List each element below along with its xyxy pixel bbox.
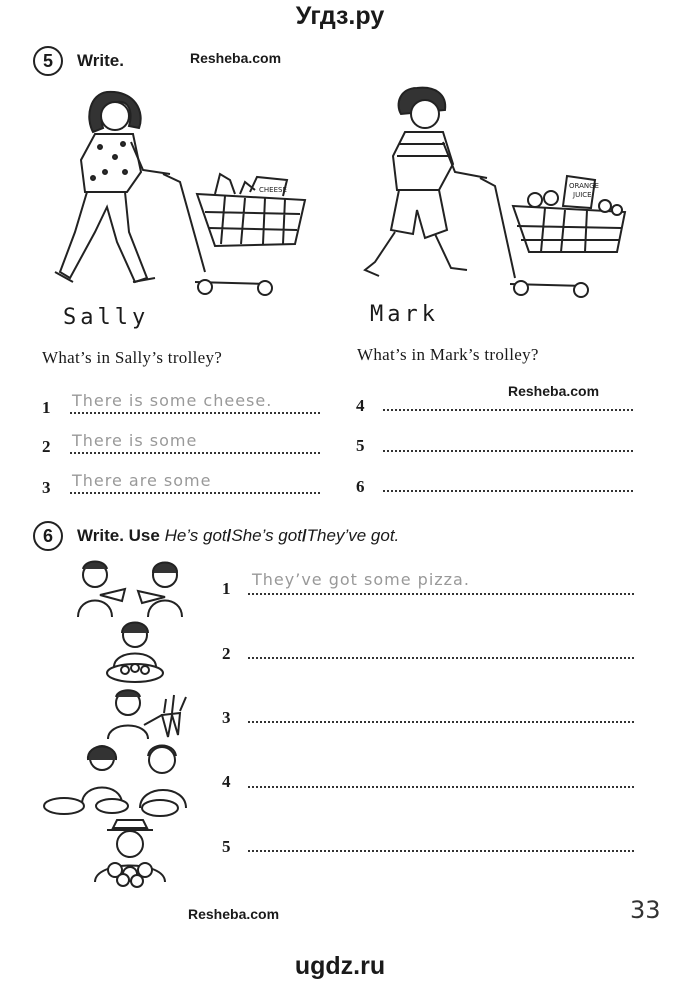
item-6-5-number: 5 (222, 837, 231, 856)
item-5-2-number: 2 (42, 437, 51, 456)
item-5-5-number: 5 (356, 436, 365, 455)
item-5-6-number: 6 (356, 477, 365, 496)
kids-with-pizza-picture (70, 555, 195, 625)
item-6-4-number: 4 (222, 772, 231, 791)
item-6-2-number: 2 (222, 644, 231, 663)
juice-label-2: JUICE (573, 191, 592, 199)
page-number: 33 (630, 896, 661, 924)
exercise-6-number: 6 (33, 521, 63, 551)
boy-with-carrots-picture (100, 685, 195, 740)
question-sally: What’s in Sally’s trolley? (42, 348, 223, 367)
option-shes-got: She’s got (231, 526, 302, 545)
answer-line-5-2[interactable] (70, 452, 320, 454)
answer-line-6-3[interactable] (248, 721, 634, 723)
mark-trolley-illustration (355, 80, 630, 302)
item-5-3-number: 3 (42, 478, 51, 497)
answer-5-1: There is some cheese. (72, 391, 273, 410)
answer-line-6-2[interactable] (248, 657, 634, 659)
item-5-4-number: 4 (356, 396, 365, 415)
site-header[interactable]: Угдз.ру (295, 2, 385, 30)
separator-2: / (301, 526, 307, 545)
item-6-1-number: 1 (222, 579, 231, 598)
answer-line-5-6[interactable] (383, 490, 633, 492)
juice-label-1: ORANGE (569, 182, 599, 190)
girl-with-biscuits-picture (100, 617, 170, 685)
cheese-label: CHEESE (259, 186, 287, 194)
name-sally: Sally (63, 305, 150, 330)
item-6-3-number: 3 (222, 708, 231, 727)
item-5-1-number: 1 (42, 398, 51, 417)
exercise-5-title: Write. (77, 51, 124, 70)
answer-5-2: There is some (72, 431, 198, 450)
watermark-top: Resheba.com (190, 50, 282, 66)
name-mark: Mark (370, 302, 439, 327)
answer-line-5-3[interactable] (70, 492, 320, 494)
answer-line-5-4[interactable] (383, 409, 633, 411)
exercise-6-title (77, 526, 399, 546)
site-footer[interactable]: ugdz.ru (294, 952, 386, 980)
answer-line-6-5[interactable] (248, 850, 634, 852)
answer-line-5-5[interactable] (383, 450, 633, 452)
children-with-bread-picture (42, 738, 202, 820)
answer-line-6-1[interactable] (248, 593, 634, 595)
question-mark: What’s in Mark’s trolley? (357, 345, 539, 364)
answer-5-3: There are some (72, 471, 212, 490)
watermark-middle: Resheba.com (508, 383, 600, 399)
exercise-6-title-prefix: Write. Use (77, 526, 160, 545)
separator-1: / (226, 526, 232, 545)
answer-line-5-1[interactable] (70, 412, 320, 414)
option-hes-got: He’s got (164, 526, 227, 545)
answer-6-1: They’ve got some pizza. (252, 570, 470, 589)
watermark-bottom: Resheba.com (188, 906, 280, 922)
answer-line-6-4[interactable] (248, 786, 634, 788)
option-theyve-got: They’ve got. (306, 526, 400, 545)
sally-trolley-illustration (45, 82, 310, 302)
exercise-5-number: 5 (33, 46, 63, 76)
man-with-tomatoes-picture (85, 818, 175, 888)
